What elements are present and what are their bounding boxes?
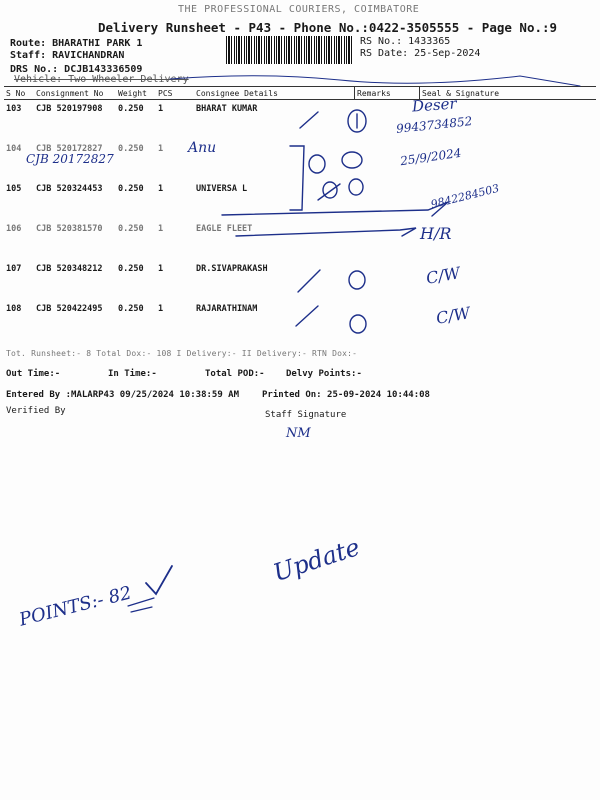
row-weight: 0.250 bbox=[118, 144, 144, 154]
total-pod: Total POD:- bbox=[205, 369, 265, 379]
rs-date: RS Date: 25-Sep-2024 bbox=[360, 48, 481, 59]
entered-by: Entered By :MALARP43 09/25/2024 10:38:59 AM bbox=[6, 390, 239, 400]
row-consignee: BHARAT KUMAR bbox=[196, 104, 258, 114]
handwritten-phone-105: 9842284503 bbox=[429, 181, 501, 212]
verified-by: Verified By bbox=[6, 406, 66, 416]
rs-number: RS No.: 1433365 bbox=[360, 36, 451, 47]
handwritten-remark-107: C/W bbox=[424, 263, 462, 288]
arrow-mark-106 bbox=[236, 228, 416, 236]
col-header-remarks: Remarks bbox=[355, 87, 420, 100]
row-consignment: CJB 520422495 bbox=[36, 304, 103, 314]
row-pcs: 1 bbox=[158, 144, 164, 154]
handwritten-staff-initials: NM bbox=[286, 426, 311, 441]
row-pcs: 1 bbox=[158, 184, 164, 194]
row-weight: 0.250 bbox=[118, 304, 144, 314]
tick-mark-108 bbox=[296, 306, 318, 326]
company-name: THE PROFESSIONAL COURIERS, COIMBATORE bbox=[178, 4, 420, 15]
handwritten-signature-103: Deser bbox=[411, 94, 458, 116]
staff-label: Staff: RAVICHANDRAN bbox=[10, 50, 125, 61]
row-weight: 0.250 bbox=[118, 184, 144, 194]
staff-signature-label: Staff Signature bbox=[265, 410, 347, 420]
handwritten-points-note: POINTS:- 82 bbox=[17, 582, 134, 631]
row-consignee: DR.SIVAPRAKASH bbox=[196, 264, 268, 274]
handwritten-remark-108: C/W bbox=[434, 303, 472, 328]
col-header-weight: Weight bbox=[116, 87, 156, 100]
row-consignee: EAGLE FLEET bbox=[196, 224, 253, 234]
remark-circle-104 bbox=[342, 152, 362, 168]
row-sno: 108 bbox=[6, 304, 22, 314]
col-header-signature: Seal & Signature bbox=[420, 87, 597, 100]
row-pcs: 1 bbox=[158, 104, 164, 114]
row-sno: 104 bbox=[6, 144, 22, 154]
handwritten-date-104: 25/9/2024 bbox=[399, 145, 463, 169]
col-header-pcs: PCS bbox=[156, 87, 194, 100]
col-header-consignee: Consignee Details bbox=[194, 87, 355, 100]
row-pcs: 1 bbox=[158, 224, 164, 234]
vehicle-label: Vehicle: Two Wheeler Delivery bbox=[14, 74, 189, 85]
row-pcs: 1 bbox=[158, 304, 164, 314]
row-consignment: CJB 520348212 bbox=[36, 264, 103, 274]
bracket-mark bbox=[290, 146, 304, 210]
row-consignment: CJB 520324453 bbox=[36, 184, 103, 194]
handwritten-name-104: Anu bbox=[188, 140, 217, 156]
runsheet-title: Delivery Runsheet - P43 - Phone No.:0422-3505555 - Page No.:9 bbox=[98, 20, 558, 35]
col-header-consignment: Consignment No bbox=[34, 87, 116, 100]
row-consignee: RAJARATHINAM bbox=[196, 304, 258, 314]
handwritten-phone-103: 9943734852 bbox=[395, 114, 473, 136]
row-weight: 0.250 bbox=[118, 264, 144, 274]
row-weight: 0.250 bbox=[118, 104, 144, 114]
drs-number: DRS No.: DCJB143336509 bbox=[10, 64, 143, 75]
printed-on: Printed On: 25-09-2024 10:44:08 bbox=[262, 390, 430, 400]
handwritten-consignment-104: CJB 20172827 bbox=[26, 152, 114, 166]
route-label: Route: BHARATHI PARK 1 bbox=[10, 38, 143, 49]
row-consignment: CJB 520172827 bbox=[36, 144, 103, 154]
delvy-points: Delvy Points:- bbox=[286, 369, 362, 379]
handwritten-remark-106: H/R bbox=[420, 224, 452, 243]
row-consignment: CJB 520197908 bbox=[36, 104, 103, 114]
row-pcs: 1 bbox=[158, 264, 164, 274]
in-time: In Time:- bbox=[108, 369, 157, 379]
row-weight: 0.250 bbox=[118, 224, 144, 234]
col-header-sno: S No bbox=[4, 87, 34, 100]
handwritten-update-note: Update bbox=[269, 532, 364, 588]
row-consignee: UNIVERSA L bbox=[196, 184, 248, 194]
row-sno: 105 bbox=[6, 184, 22, 194]
tick-mark-103 bbox=[300, 112, 318, 128]
row-sno: 103 bbox=[6, 104, 22, 114]
row-sno: 106 bbox=[6, 224, 22, 234]
row-consignment: CJB 520381570 bbox=[36, 224, 103, 234]
tick-mark-107 bbox=[298, 270, 320, 292]
runsheet-summary: Tot. Runsheet:- 8 Total Dox:- 108 I Delivery:- II Delivery:- RTN Dox:- bbox=[6, 349, 358, 358]
arrow-mark-105 bbox=[222, 202, 448, 216]
out-time: Out Time:- bbox=[6, 369, 61, 379]
row-sno: 107 bbox=[6, 264, 22, 274]
